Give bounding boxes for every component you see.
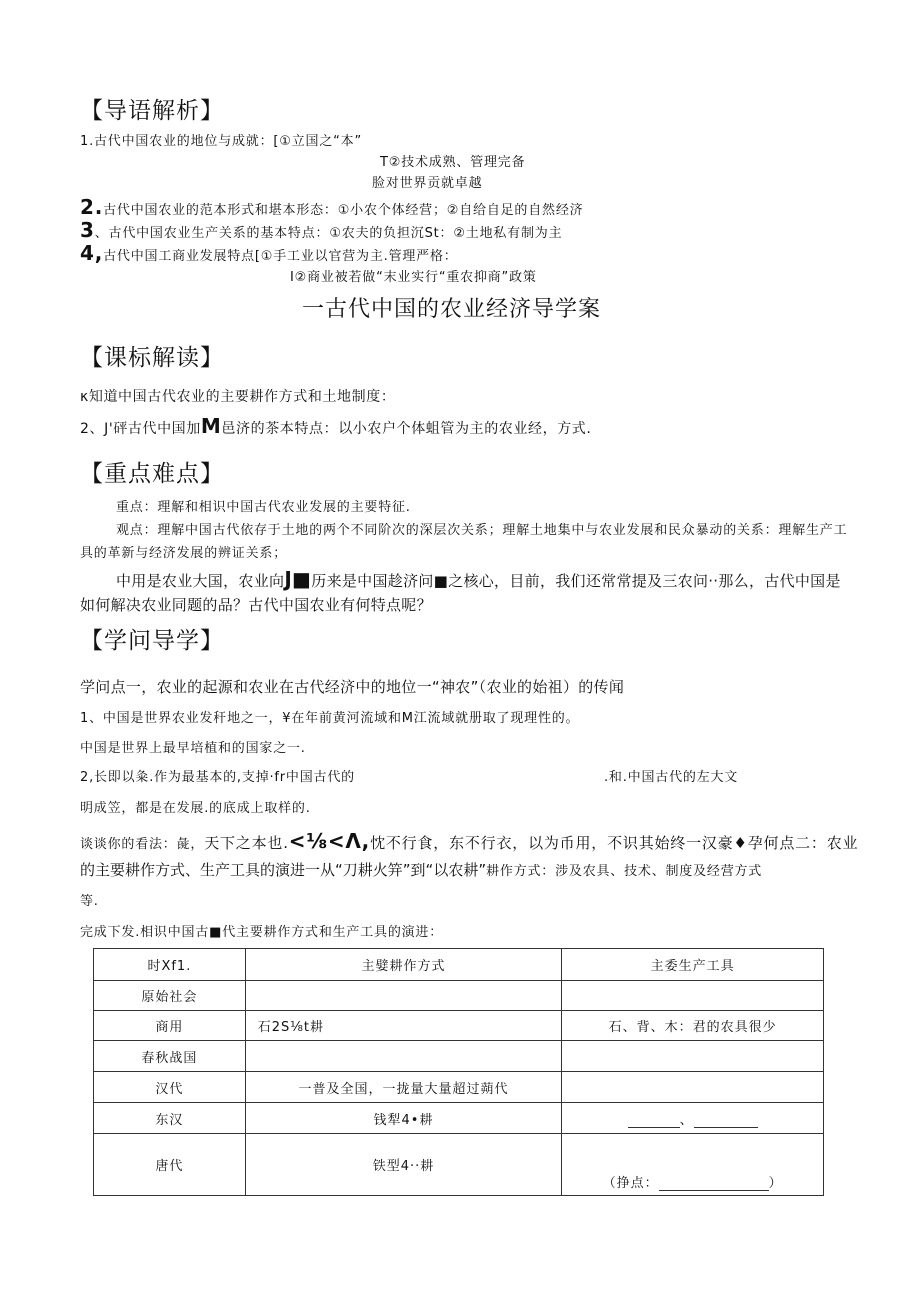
zhongdian-key: 重点：理解和相识中国古代农业发展的主要特征. [116, 500, 411, 515]
kebiao-line-2-pre: 2、J'砰古代中国加 [80, 421, 201, 437]
daoyu-num-2: 2. [80, 195, 104, 219]
daoyu-num-3: 3 [80, 218, 95, 242]
tool-separator: 、 [679, 1112, 694, 1128]
xuewen-line-2: 中国是世界上最早培植和的国家之一. [80, 741, 306, 756]
cell-method [245, 1041, 562, 1072]
xuewen-line-5 [80, 829, 858, 853]
zhongdian-intro [80, 567, 850, 617]
cell-method: 钱犁4•耕 [245, 1103, 562, 1134]
kebiao-line-2-bold: M [200, 414, 222, 438]
daoyu-line-1c: 脸对世界贡就卓越 [372, 176, 483, 191]
xuewen-line-6 [80, 859, 762, 880]
blank-tool-1[interactable] [628, 1113, 680, 1128]
xuewen-line-3a: 2,长即以粂.作为最基本的,支掉·fr中国古代的 [80, 770, 355, 785]
table-row [94, 1041, 824, 1072]
section-title-xuewen: 【学问导学】 [80, 628, 224, 654]
cell-period: 商用 [94, 1011, 246, 1041]
cell-tool: 石、背、木：君的农具很少 [562, 1011, 824, 1041]
cell-tool [562, 1072, 824, 1103]
table-row [94, 1011, 824, 1041]
xuewen-line-1: 1、中国是世界农业发秆地之一，¥在年前黄河流域和M江流域就册取了现理性的。 [80, 711, 580, 726]
cell-tool [562, 981, 824, 1011]
kebiao-line-2 [80, 414, 591, 438]
l6-a: 的主要耕作方式、生产工具的演进一从“刀耕火笄”到“以农耕” [80, 861, 487, 879]
table-header-row [94, 949, 824, 981]
table-row [94, 1134, 824, 1196]
blank-tool-2[interactable] [694, 1113, 758, 1128]
xuewen-line-7: 等. [80, 894, 99, 909]
daoyu-line-1b: T②技术成熟、管理完备 [380, 155, 526, 170]
cell-period: 汉代 [94, 1072, 246, 1103]
daoyu-text-3: 、古代中国农业生产关系的基本特点：①农夫的负担沉St：②土地私有制为主 [94, 226, 563, 241]
daoyu-text-4: 古代中国工商业发展特点[①手工业以官营为主.管理严格： [103, 249, 458, 264]
table-row [94, 1072, 824, 1103]
l5-c: <⅛<Λ, [288, 829, 371, 853]
kebiao-line-2-post: 邑济的茶本特点：以小农户个体蛆管为主的农业经，方式. [221, 421, 592, 437]
intro-a: 中用是农业大国，农业向 [116, 572, 285, 590]
cell-method: 一普及全国，一拢量大量超过蒴代 [245, 1072, 562, 1103]
knowledge-point-1: 学问点一，农业的起源和农业在古代经济中的地位一“神农”（农业的始祖）的传闻 [80, 678, 625, 696]
daoyu-line-3 [80, 218, 562, 242]
l5-b: 天下之本也. [204, 834, 289, 852]
l5-d: 忱不行食，东不行衣，以为币用，不识 [370, 834, 639, 852]
daoyu-line-4b: I②商业被若做“末业实行“重农抑商”政策 [290, 270, 537, 285]
xuewen-line-8: 完成下发.相识中国古■代主要耕作方式和生产工具的演进： [80, 925, 444, 940]
page-title: 一古代中国的农业经济导学案 [302, 297, 602, 322]
header-tool: 主委生产工具 [562, 949, 824, 981]
section-title-kebiao: 【课标解读】 [80, 345, 224, 371]
cell-method: 石2S⅛t耕 [245, 1011, 562, 1041]
l5-e: 其始终一汉豪♦孕何点二：农业 [638, 834, 859, 852]
cell-tool [562, 1134, 824, 1196]
cell-period: 东汉 [94, 1103, 246, 1134]
section-title-daoyu: 【导语解析】 [80, 98, 224, 124]
daoyu-line-1: 1.古代中国农业的地位与成就：[①立国之“本” [80, 134, 362, 149]
tool-feature-open: （挣点： [602, 1176, 659, 1191]
daoyu-num-4: 4, [80, 241, 104, 265]
header-method: 主嬖耕作方式 [245, 949, 562, 981]
tool-feature-close: ） [768, 1176, 783, 1191]
daoyu-text-2: 古代中国农业的范本形式和堪本形态：①小农个体经营；②自给自足的自然经济 [103, 203, 584, 218]
xuewen-line-4: 明成笠，都是在发展.的底成上取样的. [80, 801, 311, 816]
daoyu-line-2 [80, 195, 583, 219]
header-period: 时Xf1. [94, 949, 246, 981]
xuewen-line-3b: .和.中国古代的左大文 [604, 770, 739, 785]
kebiao-line-1: κ知道中国古代农业的主要耕作方式和土地制度： [80, 389, 396, 405]
l6-b: 耕作方式：涉及农具、技术、制度及经营方式 [486, 864, 763, 879]
blank-feature[interactable] [659, 1176, 769, 1191]
cell-period: 原始社会 [94, 981, 246, 1011]
cell-tool [562, 1103, 824, 1134]
intro-b: J■ [284, 567, 312, 591]
farming-evolution-table [93, 948, 824, 1196]
cell-method [245, 981, 562, 1011]
table-row [94, 981, 824, 1011]
intro-c: 历来是中国趁济问■之核心，目前，我们还常常提及三农问··那么，古代中国是如何解决农业同题的品？古代中国农业有何特点呢？ [80, 572, 841, 614]
zhongdian-view: 观点：理解中国古代依存于土地的两个不同阶次的深层次关系；理解土地集中与农业发展和民众暴动的关系：理解生产工具的革新与经济发展的辨证关系； [80, 523, 848, 561]
cell-period: 唐代 [94, 1134, 246, 1196]
daoyu-line-4 [80, 241, 458, 265]
cell-period: 春秋战国 [94, 1041, 246, 1072]
l5-a: 谈谈你的看法：彘， [80, 837, 205, 852]
table-row [94, 1103, 824, 1134]
cell-tool [562, 1041, 824, 1072]
cell-method: 铁型4··耕 [245, 1134, 562, 1196]
section-title-zhongdian: 【重点难点】 [80, 461, 224, 487]
